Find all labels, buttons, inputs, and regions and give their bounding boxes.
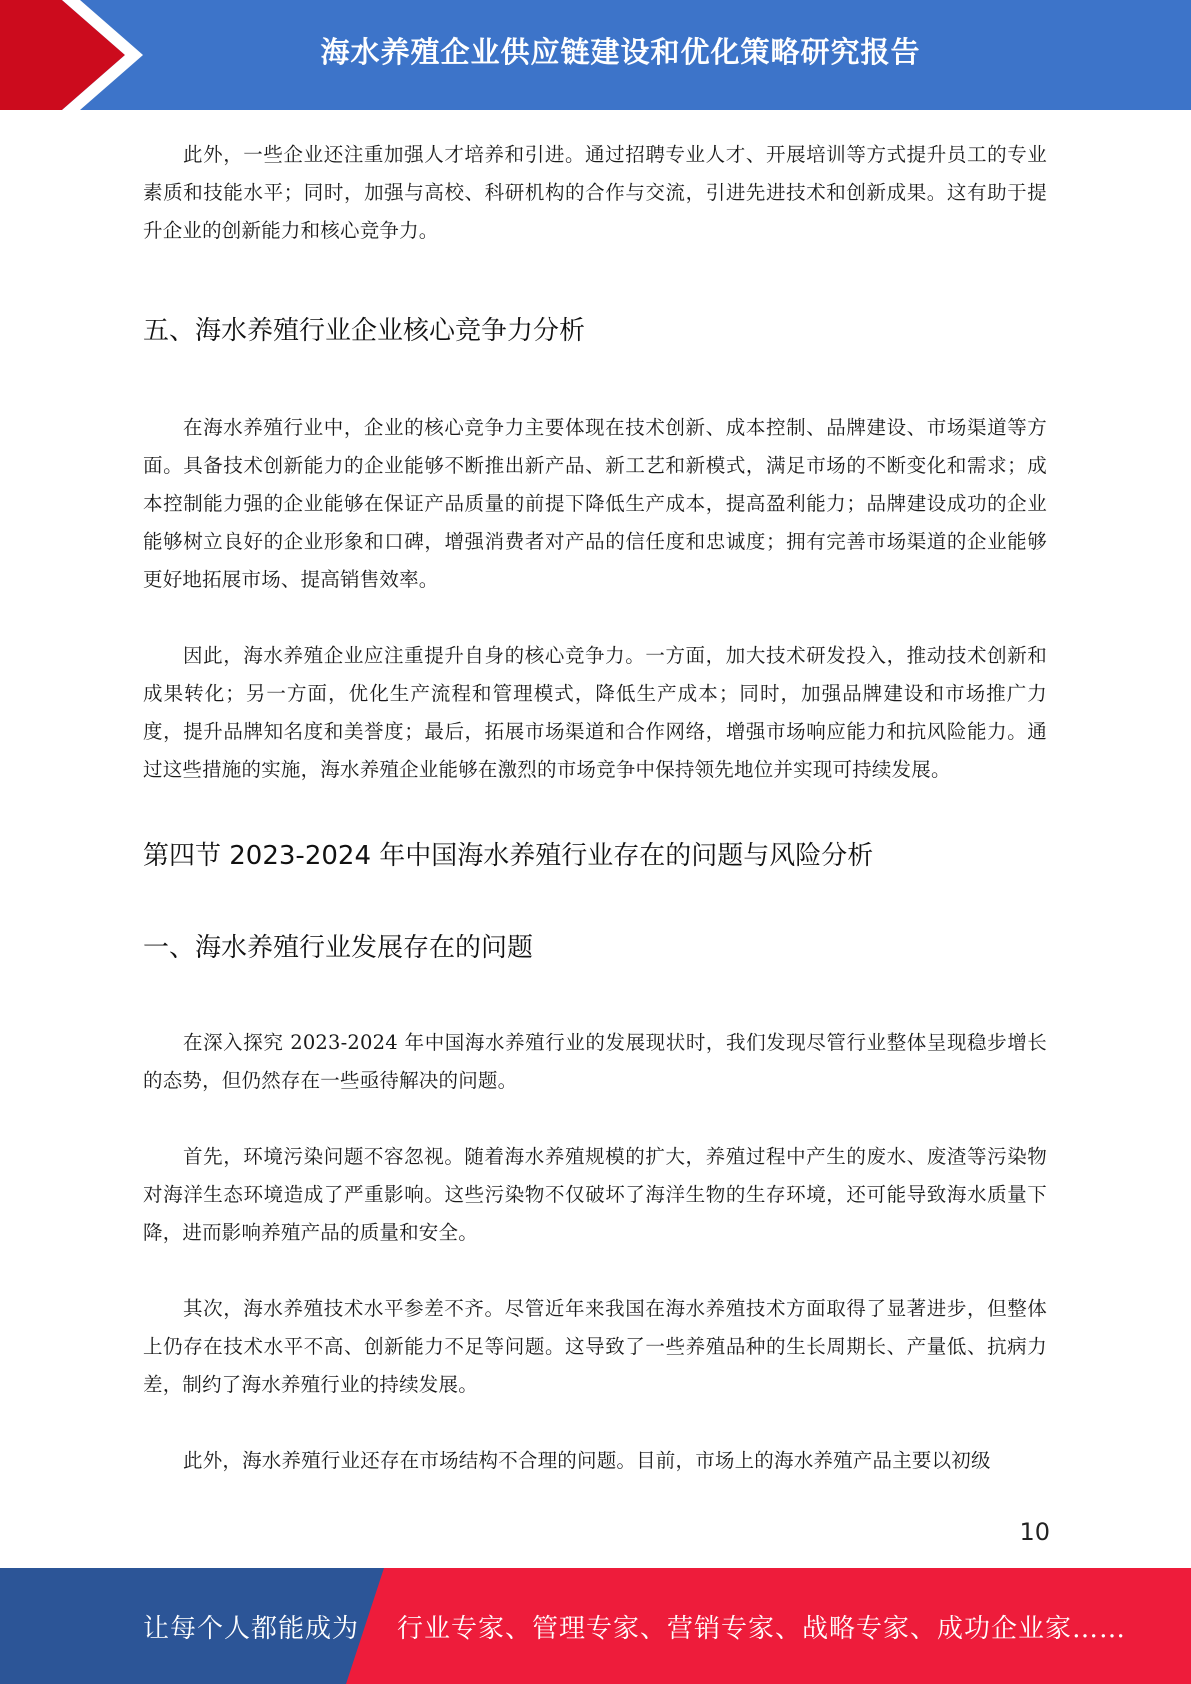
paragraph: 此外，一些企业还注重加强人才培养和引进。通过招聘专业人才、开展培训等方式提升员工的专业素质和技能水平；同时，加强与高校、科研机构的合作与交流，引进先进技术和创新成果。这有助于提升企业的创新能力和核心竞争力。 — [143, 143, 1047, 242]
footer-slogan-left: 让每个人都能成为 — [143, 1613, 360, 1644]
paragraph: 其次，海水养殖技术水平参差不齐。尽管近年来我国在海水养殖技术方面取得了显著进步，但整体上仍存在技术水平不高、创新能力不足等问题。这导致了一些养殖品种的生长周期长、产量低、抗病力差，制约了海水养殖行业的持续发展。 — [143, 1297, 1047, 1396]
page-body — [143, 136, 1047, 1480]
page-number: 10 — [1019, 1518, 1050, 1546]
section-heading: 一、海水养殖行业发展存在的问题 — [143, 933, 534, 963]
chapter-heading: 第四节 2023-2024 年中国海水养殖行业存在的问题与风险分析 — [143, 841, 874, 871]
paragraph: 因此，海水养殖企业应注重提升自身的核心竞争力。一方面，加大技术研发投入，推动技术创新和成果转化；另一方面，优化生产流程和管理模式，降低生产成本；同时，加强品牌建设和市场推广力度，提升品牌知名度和美誉度；最后，拓展市场渠道和合作网络，增强市场响应能力和抗风险能力。通过这些措施的实施，海水养殖企业能够在激烈的市场竞争中保持领先地位并实现可持续发展。 — [143, 644, 1047, 781]
paragraph: 此外，海水养殖行业还存在市场结构不合理的问题。目前，市场上的海水养殖产品主要以初级 — [183, 1449, 991, 1472]
section-heading: 五、海水养殖行业企业核心竞争力分析 — [143, 316, 586, 346]
footer-slogan-right: 行业专家、管理专家、营销专家、战略专家、成功企业家…… — [397, 1613, 1127, 1644]
paragraph: 首先，环境污染问题不容忽视。随着海水养殖规模的扩大，养殖过程中产生的废水、废渣等污染物对海洋生态环境造成了严重影响。这些污染物不仅破坏了海洋生物的生存环境，还可能导致海水质量下降，进而影响养殖产品的质量和安全。 — [143, 1145, 1047, 1244]
chevron-arrow-icon — [0, 0, 160, 110]
paragraph: 在深入探究 2023-2024 年中国海水养殖行业的发展现状时，我们发现尽管行业整体呈现稳步增长的态势，但仍然存在一些亟待解决的问题。 — [143, 1031, 1047, 1092]
page-header — [0, 0, 1191, 110]
page-footer — [0, 1568, 1191, 1684]
report-title: 海水养殖企业供应链建设和优化策略研究报告 — [320, 34, 921, 69]
paragraph: 在海水养殖行业中，企业的核心竞争力主要体现在技术创新、成本控制、品牌建设、市场渠道等方面。具备技术创新能力的企业能够不断推出新产品、新工艺和新模式，满足市场的不断变化和需求；成本控制能力强的企业能够在保证产品质量的前提下降低生产成本，提高盈利能力；品牌建设成功的企业能够树立良好的企业形象和口碑，增强消费者对产品的信任度和忠诚度；拥有完善市场渠道的企业能够更好地拓展市场、提高销售效率。 — [143, 416, 1047, 591]
